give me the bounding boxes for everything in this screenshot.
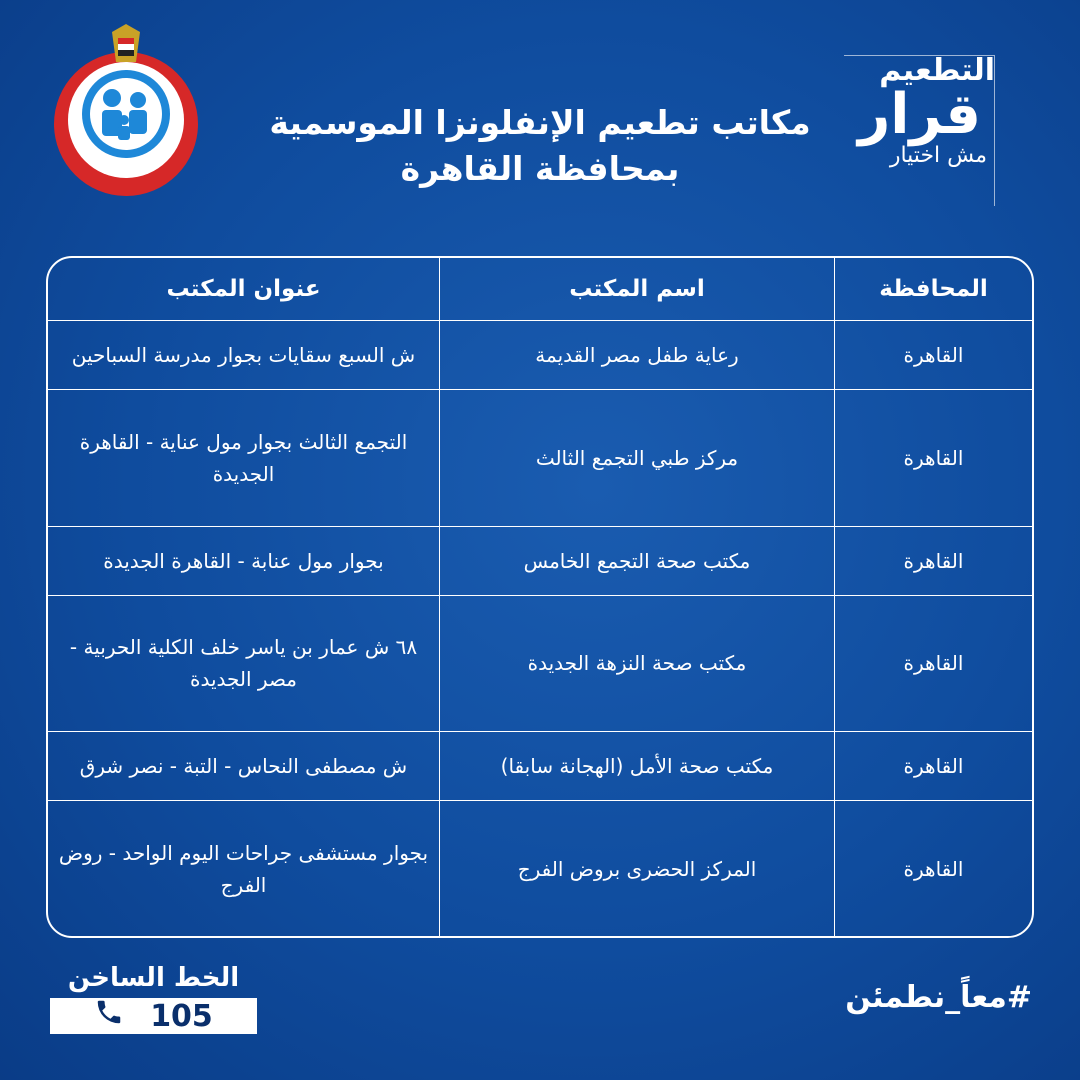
cell-office-address: ٦٨ ش عمار بن ياسر خلف الكلية الحربية - مصر الجديدة: [48, 595, 440, 731]
page-title: [230, 100, 850, 192]
cell-office-name: مكتب صحة النزهة الجديدة: [440, 595, 835, 731]
slogan-line-1: التطعيم: [879, 53, 995, 88]
cell-governorate: القاهرة: [835, 526, 1033, 595]
ministry-logo: [52, 22, 200, 197]
cell-office-address: ش مصطفى النحاس - التبة - نصر شرق: [48, 732, 440, 801]
slogan-line-2: قرار: [858, 82, 981, 147]
hashtag: #معاً_نطمئن: [845, 980, 1032, 1015]
title-line-1: مكاتب تطعيم الإنفلونزا الموسمية: [269, 103, 811, 142]
table-row: [48, 321, 1032, 390]
cell-office-name: رعاية طفل مصر القديمة: [440, 321, 835, 390]
cell-office-name: مكتب صحة الأمل (الهجانة سابقا): [440, 732, 835, 801]
cell-governorate: القاهرة: [835, 595, 1033, 731]
cell-governorate: القاهرة: [835, 801, 1033, 936]
cell-office-name: مركز طبي التجمع الثالث: [440, 390, 835, 526]
cell-governorate: القاهرة: [835, 390, 1033, 526]
hotline-label: الخط الساخن: [67, 963, 240, 993]
header-office-address: عنوان المكتب: [48, 258, 440, 321]
table-row: [48, 801, 1032, 936]
hotline-number: 105: [150, 998, 213, 1034]
cell-governorate: القاهرة: [835, 321, 1033, 390]
cell-office-name: المركز الحضرى بروض الفرج: [440, 801, 835, 936]
cell-office-address: بجوار مول عنابة - القاهرة الجديدة: [48, 526, 440, 595]
table-row: [48, 595, 1032, 731]
hotline: [50, 962, 257, 1034]
table-row: [48, 526, 1032, 595]
offices-table: [46, 256, 1034, 938]
cell-office-address: بجوار مستشفى جراحات اليوم الواحد - روض الفرج: [48, 801, 440, 936]
table-row: [48, 732, 1032, 801]
table-row: [48, 390, 1032, 526]
title-line-2: بمحافظة القاهرة: [400, 149, 680, 188]
phone-icon: [94, 997, 124, 1035]
campaign-slogan: [835, 55, 995, 215]
header-office-name: اسم المكتب: [440, 258, 835, 321]
cell-office-address: التجمع الثالث بجوار مول عناية - القاهرة الجديدة: [48, 390, 440, 526]
slogan-frame: [844, 55, 995, 206]
hotline-number-box: [50, 998, 257, 1034]
cell-office-address: ش السبع سقايات بجوار مدرسة السباحين: [48, 321, 440, 390]
slogan-line-3: مش اختيار: [889, 143, 987, 168]
cell-governorate: القاهرة: [835, 732, 1033, 801]
header-governorate: المحافظة: [835, 258, 1033, 321]
cell-office-name: مكتب صحة التجمع الخامس: [440, 526, 835, 595]
table-header-row: [48, 258, 1032, 321]
